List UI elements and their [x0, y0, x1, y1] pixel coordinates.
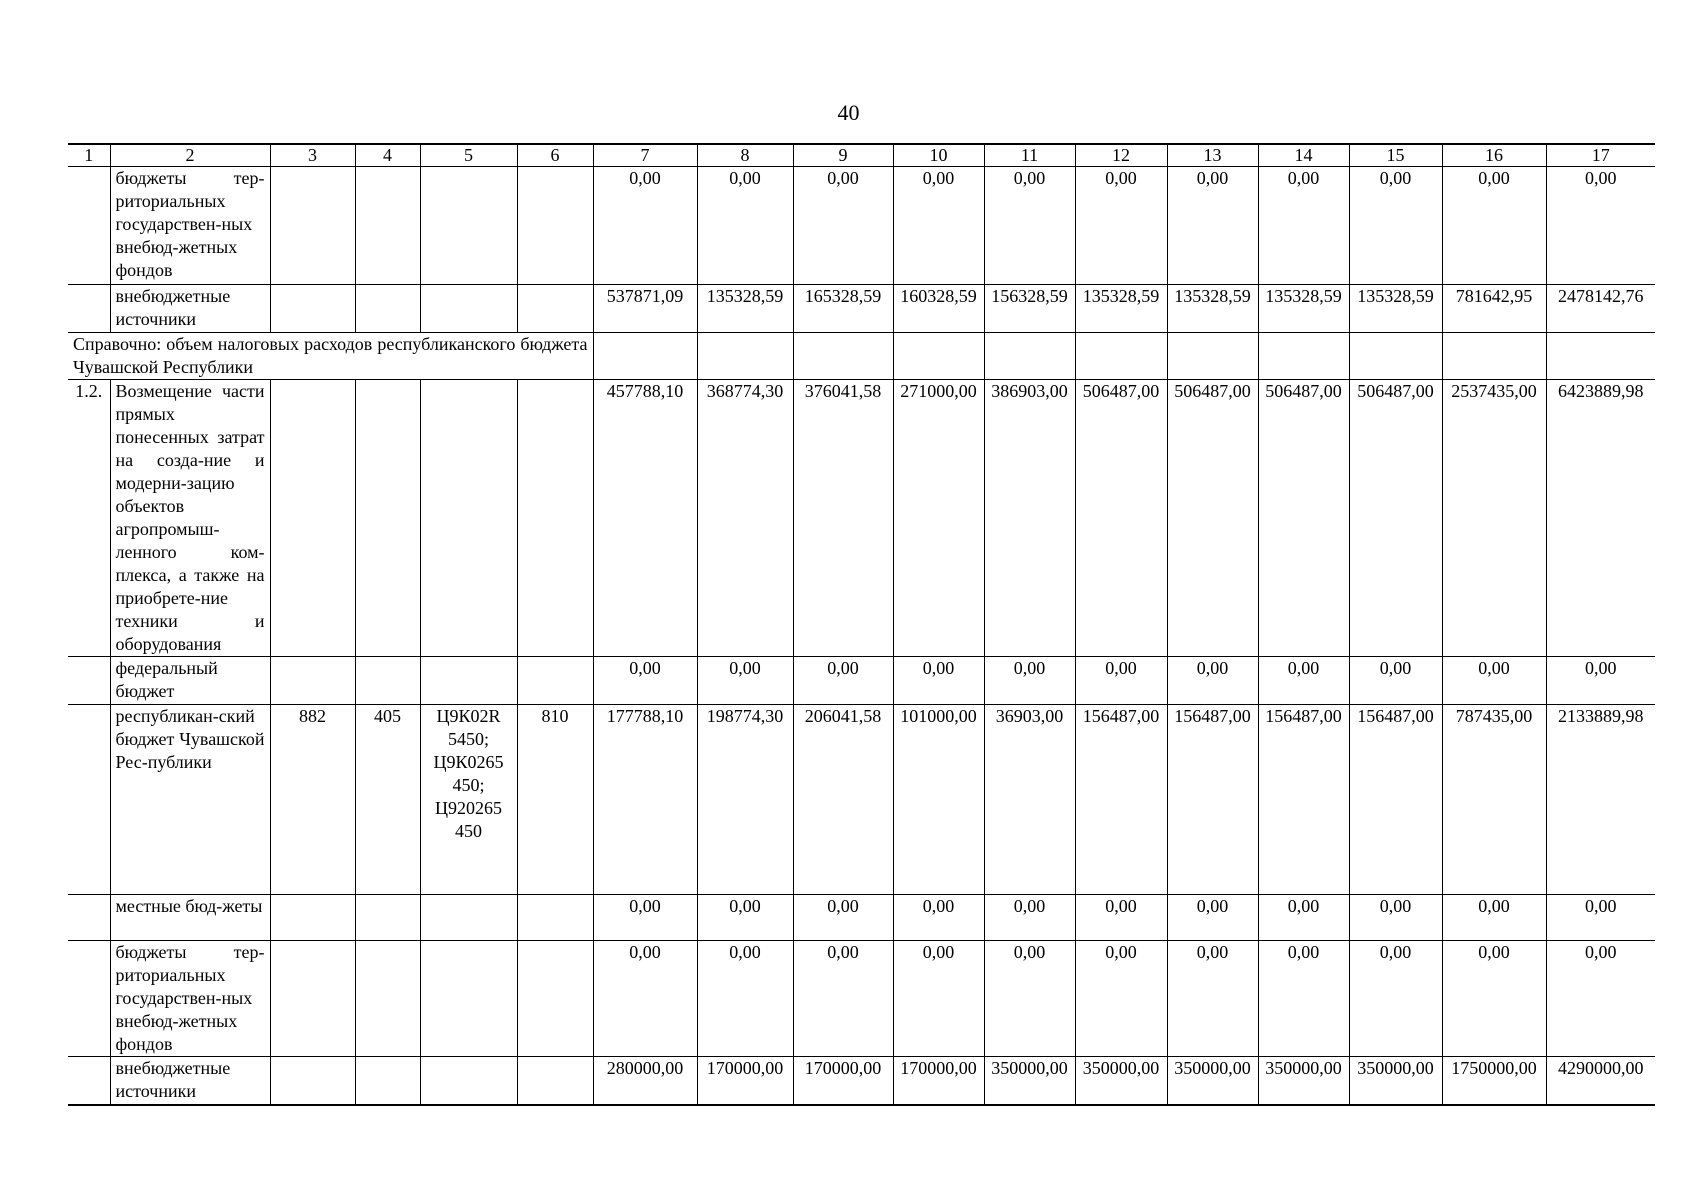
- value-cell: 0,00: [1258, 167, 1349, 285]
- code-cell: [270, 167, 355, 285]
- value-cell: 271000,00: [893, 380, 984, 657]
- code-cell: [270, 1057, 355, 1105]
- code-cell: [420, 167, 517, 285]
- code-cell: [270, 657, 355, 705]
- value-cell: 368774,30: [697, 380, 793, 657]
- item-number: [68, 1057, 110, 1105]
- code-cell: [270, 285, 355, 333]
- empty-cell: [893, 333, 984, 380]
- value-cell: 0,00: [1349, 895, 1442, 941]
- value-cell: 0,00: [1075, 167, 1167, 285]
- value-cell: 36903,00: [984, 705, 1075, 895]
- value-cell: 350000,00: [1167, 1057, 1258, 1105]
- empty-cell: [1349, 333, 1442, 380]
- value-cell: 506487,00: [1167, 380, 1258, 657]
- value-cell: 0,00: [593, 657, 697, 705]
- empty-cell: [1258, 333, 1349, 380]
- value-cell: 0,00: [1442, 167, 1546, 285]
- value-cell: 0,00: [984, 657, 1075, 705]
- table-row: [68, 941, 1655, 1057]
- value-cell: 506487,00: [1075, 380, 1167, 657]
- value-cell: 177788,10: [593, 705, 697, 895]
- table-row: [68, 657, 1655, 705]
- funding-source: бюджеты тер-риториальных государствен-ных внебюд-жетных фондов: [110, 941, 270, 1057]
- table-row: [68, 167, 1655, 285]
- column-number: 6: [517, 144, 593, 167]
- empty-cell: [593, 333, 697, 380]
- code-cell: [355, 941, 420, 1057]
- value-cell: 135328,59: [1258, 285, 1349, 333]
- column-number: 8: [697, 144, 793, 167]
- empty-cell: [793, 333, 893, 380]
- value-cell: 0,00: [793, 941, 893, 1057]
- code-cell: [517, 657, 593, 705]
- value-cell: 0,00: [593, 895, 697, 941]
- value-cell: 0,00: [984, 167, 1075, 285]
- value-cell: 0,00: [1349, 941, 1442, 1057]
- funding-source: республикан-ский бюджет Чувашской Рес-публики: [110, 705, 270, 895]
- item-number: [68, 285, 110, 333]
- code-cell: [420, 941, 517, 1057]
- value-cell: 350000,00: [1075, 1057, 1167, 1105]
- code-cell: 405: [355, 705, 420, 895]
- empty-cell: [1546, 333, 1655, 380]
- value-cell: 0,00: [593, 941, 697, 1057]
- value-cell: 0,00: [697, 941, 793, 1057]
- code-cell: [420, 285, 517, 333]
- value-cell: 0,00: [1167, 167, 1258, 285]
- value-cell: 0,00: [593, 167, 697, 285]
- table-row: [68, 895, 1655, 941]
- value-cell: 170000,00: [697, 1057, 793, 1105]
- code-cell: [270, 895, 355, 941]
- code-cell: [517, 1057, 593, 1105]
- value-cell: 506487,00: [1349, 380, 1442, 657]
- table-row: [68, 1057, 1655, 1105]
- code-cell: [517, 895, 593, 941]
- value-cell: 0,00: [793, 895, 893, 941]
- code-cell: [355, 167, 420, 285]
- value-cell: 156328,59: [984, 285, 1075, 333]
- value-cell: 506487,00: [1258, 380, 1349, 657]
- code-cell: [270, 941, 355, 1057]
- funding-source: бюджеты тер-риториальных государствен-ных внебюд-жетных фондов: [110, 167, 270, 285]
- value-cell: 0,00: [697, 167, 793, 285]
- code-cell: [420, 380, 517, 657]
- value-cell: 781642,95: [1442, 285, 1546, 333]
- value-cell: 537871,09: [593, 285, 697, 333]
- column-number: 13: [1167, 144, 1258, 167]
- code-cell: [355, 1057, 420, 1105]
- value-cell: 350000,00: [1258, 1057, 1349, 1105]
- value-cell: 0,00: [893, 657, 984, 705]
- value-cell: 0,00: [697, 657, 793, 705]
- item-number: [68, 941, 110, 1057]
- value-cell: 156487,00: [1258, 705, 1349, 895]
- value-cell: 0,00: [1075, 657, 1167, 705]
- value-cell: 135328,59: [1167, 285, 1258, 333]
- value-cell: 101000,00: [893, 705, 984, 895]
- code-cell: 882: [270, 705, 355, 895]
- value-cell: 0,00: [1546, 895, 1655, 941]
- empty-cell: [697, 333, 793, 380]
- value-cell: 0,00: [1258, 657, 1349, 705]
- item-number: [68, 657, 110, 705]
- value-cell: 2537435,00: [1442, 380, 1546, 657]
- funding-source: внебюджетные источники: [110, 1057, 270, 1105]
- value-cell: 0,00: [793, 167, 893, 285]
- empty-cell: [984, 333, 1075, 380]
- column-number: 10: [893, 144, 984, 167]
- code-cell: [517, 167, 593, 285]
- code-cell: [517, 380, 593, 657]
- column-number: 2: [110, 144, 270, 167]
- value-cell: 457788,10: [593, 380, 697, 657]
- value-cell: 0,00: [793, 657, 893, 705]
- column-number: 5: [420, 144, 517, 167]
- value-cell: 156487,00: [1167, 705, 1258, 895]
- value-cell: 350000,00: [1349, 1057, 1442, 1105]
- value-cell: 0,00: [1167, 657, 1258, 705]
- value-cell: 170000,00: [893, 1057, 984, 1105]
- value-cell: 6423889,98: [1546, 380, 1655, 657]
- code-cell: [355, 657, 420, 705]
- table-row: [68, 285, 1655, 333]
- column-number-row: [68, 144, 1655, 167]
- value-cell: 0,00: [984, 941, 1075, 1057]
- item-number: 1.2.: [68, 380, 110, 657]
- column-number: 14: [1258, 144, 1349, 167]
- value-cell: 0,00: [1349, 657, 1442, 705]
- item-number: [68, 705, 110, 895]
- funding-source: внебюджетные источники: [110, 285, 270, 333]
- value-cell: 160328,59: [893, 285, 984, 333]
- table-row: [68, 705, 1655, 895]
- reference-row: [68, 333, 1655, 380]
- value-cell: 0,00: [984, 895, 1075, 941]
- value-cell: 0,00: [1075, 941, 1167, 1057]
- code-cell: [517, 285, 593, 333]
- page-number: 40: [837, 100, 860, 125]
- value-cell: 170000,00: [793, 1057, 893, 1105]
- value-cell: 0,00: [893, 941, 984, 1057]
- value-cell: 0,00: [893, 167, 984, 285]
- column-number: 12: [1075, 144, 1167, 167]
- value-cell: 135328,59: [1075, 285, 1167, 333]
- column-number: 9: [793, 144, 893, 167]
- value-cell: 0,00: [1258, 895, 1349, 941]
- empty-cell: [1167, 333, 1258, 380]
- value-cell: 350000,00: [984, 1057, 1075, 1105]
- code-cell: [355, 895, 420, 941]
- empty-cell: [1075, 333, 1167, 380]
- column-number: 4: [355, 144, 420, 167]
- value-cell: 198774,30: [697, 705, 793, 895]
- column-number: 16: [1442, 144, 1546, 167]
- value-cell: 1750000,00: [1442, 1057, 1546, 1105]
- value-cell: 280000,00: [593, 1057, 697, 1105]
- value-cell: 156487,00: [1349, 705, 1442, 895]
- value-cell: 2478142,76: [1546, 285, 1655, 333]
- value-cell: 787435,00: [1442, 705, 1546, 895]
- value-cell: 0,00: [1442, 895, 1546, 941]
- code-cell: [420, 657, 517, 705]
- funding-source: федеральный бюджет: [110, 657, 270, 705]
- funding-source: местные бюд-жеты: [110, 895, 270, 941]
- value-cell: 0,00: [893, 895, 984, 941]
- table-row: [68, 380, 1655, 657]
- value-cell: 4290000,00: [1546, 1057, 1655, 1105]
- value-cell: 156487,00: [1075, 705, 1167, 895]
- value-cell: 376041,58: [793, 380, 893, 657]
- value-cell: 165328,59: [793, 285, 893, 333]
- code-cell: Ц9К02R 5450; Ц9К0265 450; Ц920265 450: [420, 705, 517, 895]
- item-number: [68, 167, 110, 285]
- value-cell: 0,00: [1442, 657, 1546, 705]
- code-cell: [420, 895, 517, 941]
- value-cell: 0,00: [1546, 657, 1655, 705]
- value-cell: 386903,00: [984, 380, 1075, 657]
- budget-table: [68, 143, 1655, 1106]
- value-cell: 0,00: [1167, 941, 1258, 1057]
- column-number: 17: [1546, 144, 1655, 167]
- column-number: 15: [1349, 144, 1442, 167]
- value-cell: 135328,59: [1349, 285, 1442, 333]
- code-cell: [355, 285, 420, 333]
- value-cell: 0,00: [1546, 941, 1655, 1057]
- value-cell: 0,00: [1442, 941, 1546, 1057]
- column-number: 1: [68, 144, 110, 167]
- column-number: 3: [270, 144, 355, 167]
- column-number: 7: [593, 144, 697, 167]
- value-cell: 0,00: [1075, 895, 1167, 941]
- code-cell: [355, 380, 420, 657]
- item-number: [68, 895, 110, 941]
- code-cell: [517, 941, 593, 1057]
- code-cell: 810: [517, 705, 593, 895]
- tax-expenditure-note: Справочно: объем налоговых расходов республиканского бюджета Чувашской Республики: [68, 333, 593, 380]
- value-cell: 0,00: [1167, 895, 1258, 941]
- value-cell: 2133889,98: [1546, 705, 1655, 895]
- measure-name: Возмещение части прямых понесенных затрат на созда-ние и модерни-зацию объектов агропромыш-ленного ком-плекса, а также на приобрете-ние техники и оборудования: [110, 380, 270, 657]
- value-cell: 0,00: [1546, 167, 1655, 285]
- value-cell: 0,00: [697, 895, 793, 941]
- column-number: 11: [984, 144, 1075, 167]
- value-cell: 206041,58: [793, 705, 893, 895]
- code-cell: [270, 380, 355, 657]
- empty-cell: [1442, 333, 1546, 380]
- value-cell: 0,00: [1349, 167, 1442, 285]
- code-cell: [420, 1057, 517, 1105]
- value-cell: 0,00: [1258, 941, 1349, 1057]
- value-cell: 135328,59: [697, 285, 793, 333]
